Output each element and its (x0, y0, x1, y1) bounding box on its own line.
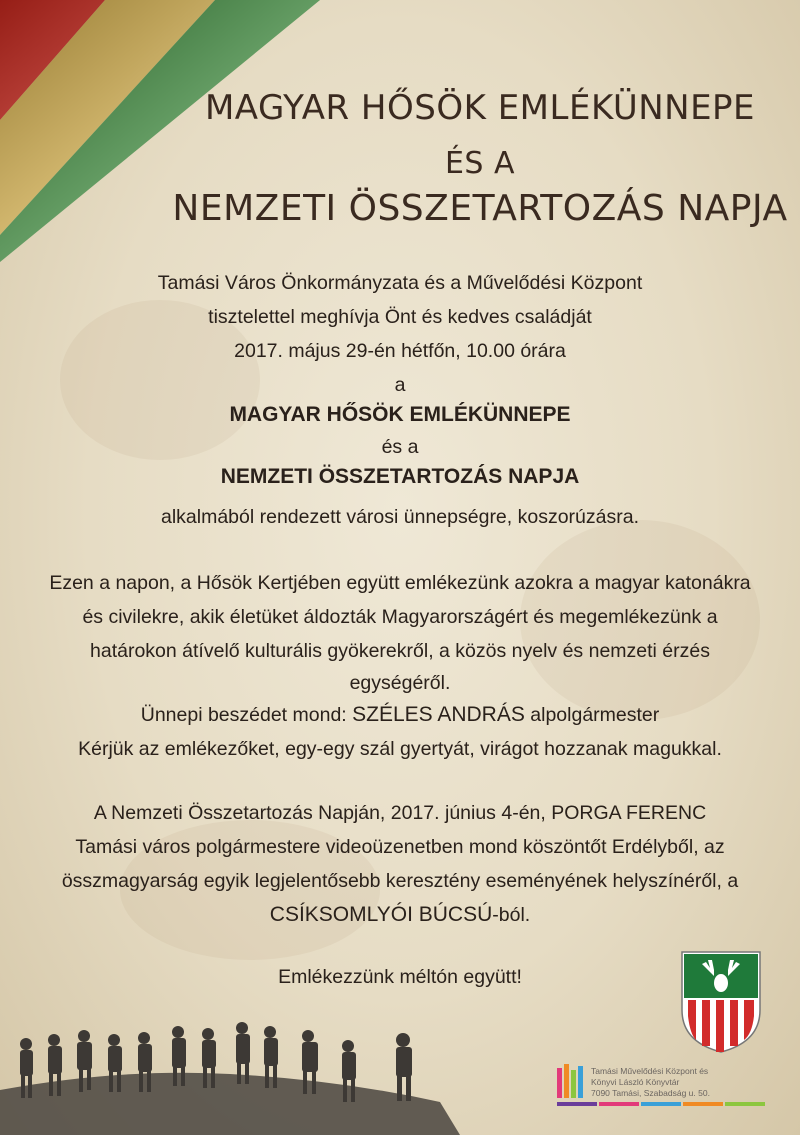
invitation-line-2: tisztelettel meghívja Önt és kedves családját (208, 306, 592, 328)
invitation-line-5: alkalmából rendezett városi ünnepségre, koszorúzásra. (160, 506, 639, 528)
speaker-name: SZÉLES ANDRÁS (352, 703, 525, 726)
event-title-2: NEMZETI ÖSSZETARTOZÁS NAPJA (220, 465, 580, 488)
body2-line-4 (0, 898, 800, 932)
logo-line-3: 7090 Tamási, Szabadság u. 50. (591, 1088, 710, 1098)
request-line: Kérjük az emlékezőket, egy-egy szál gyertyát, virágot hozzanak magukkal. (78, 738, 722, 760)
town-crest-icon (680, 950, 762, 1054)
invitation-line-1: Tamási Város Önkormányzata és a Művelődési Központ (157, 272, 643, 294)
invitation-line-3: 2017. május 29-én hétfőn, 10.00 órára (234, 340, 566, 362)
csiksomlyo-suffix: -ból. (492, 904, 531, 926)
body2-line-2: Tamási város polgármestere videoüzenetben mond köszöntőt Erdélyből, az (75, 836, 725, 858)
logo-line-1: Tamási Művelődési Központ és (591, 1066, 709, 1076)
invitation-line-4: a (394, 374, 406, 396)
body1-line-1: Ezen a napon, a Hősök Kertjében együtt emlékezünk azokra a magyar katonákra (49, 572, 751, 594)
event-title-1: MAGYAR HŐSÖK EMLÉKÜNNEPE (229, 403, 571, 426)
closing-line: Emlékezzünk méltón együtt! (278, 966, 522, 988)
headline-line-3: NEMZETI ÖSSZETARTOZÁS NAPJA (172, 188, 788, 229)
body1-line-4: egységéről. (349, 672, 451, 694)
soldier-silhouettes (0, 990, 460, 1135)
body2-line-3: összmagyarság egyik legjelentősebb keresztény eseményének helyszínéről, a (61, 870, 739, 892)
logo-line-2: Könyvi László Könyvtár (591, 1077, 680, 1087)
speech-prefix: Ünnepi beszédet mond: (140, 704, 353, 726)
headline-line-1: MAGYAR HŐSÖK EMLÉKÜNNEPE (204, 88, 756, 128)
csiksomlyo-title: CSÍKSOMLYÓI BÚCSÚ (269, 903, 493, 926)
body1-line-3: határokon átívelő kulturális gyökerekről, a közös nyelv és nemzeti érzés (90, 640, 710, 662)
event-and: és a (381, 436, 419, 458)
headline-line-2: ÉS A (444, 146, 516, 181)
body1-line-2: és civilekre, akik életüket áldozták Magyarországért és megemlékezünk a (82, 606, 718, 628)
flag-ribbon-icon (0, 0, 360, 270)
speech-suffix: alpolgármester (524, 704, 660, 726)
body2-line-1: A Nemzeti Összetartozás Napján, 2017. június 4-én, PORGA FERENC (93, 802, 707, 824)
library-logo (555, 1062, 775, 1122)
speech-line (0, 698, 800, 732)
